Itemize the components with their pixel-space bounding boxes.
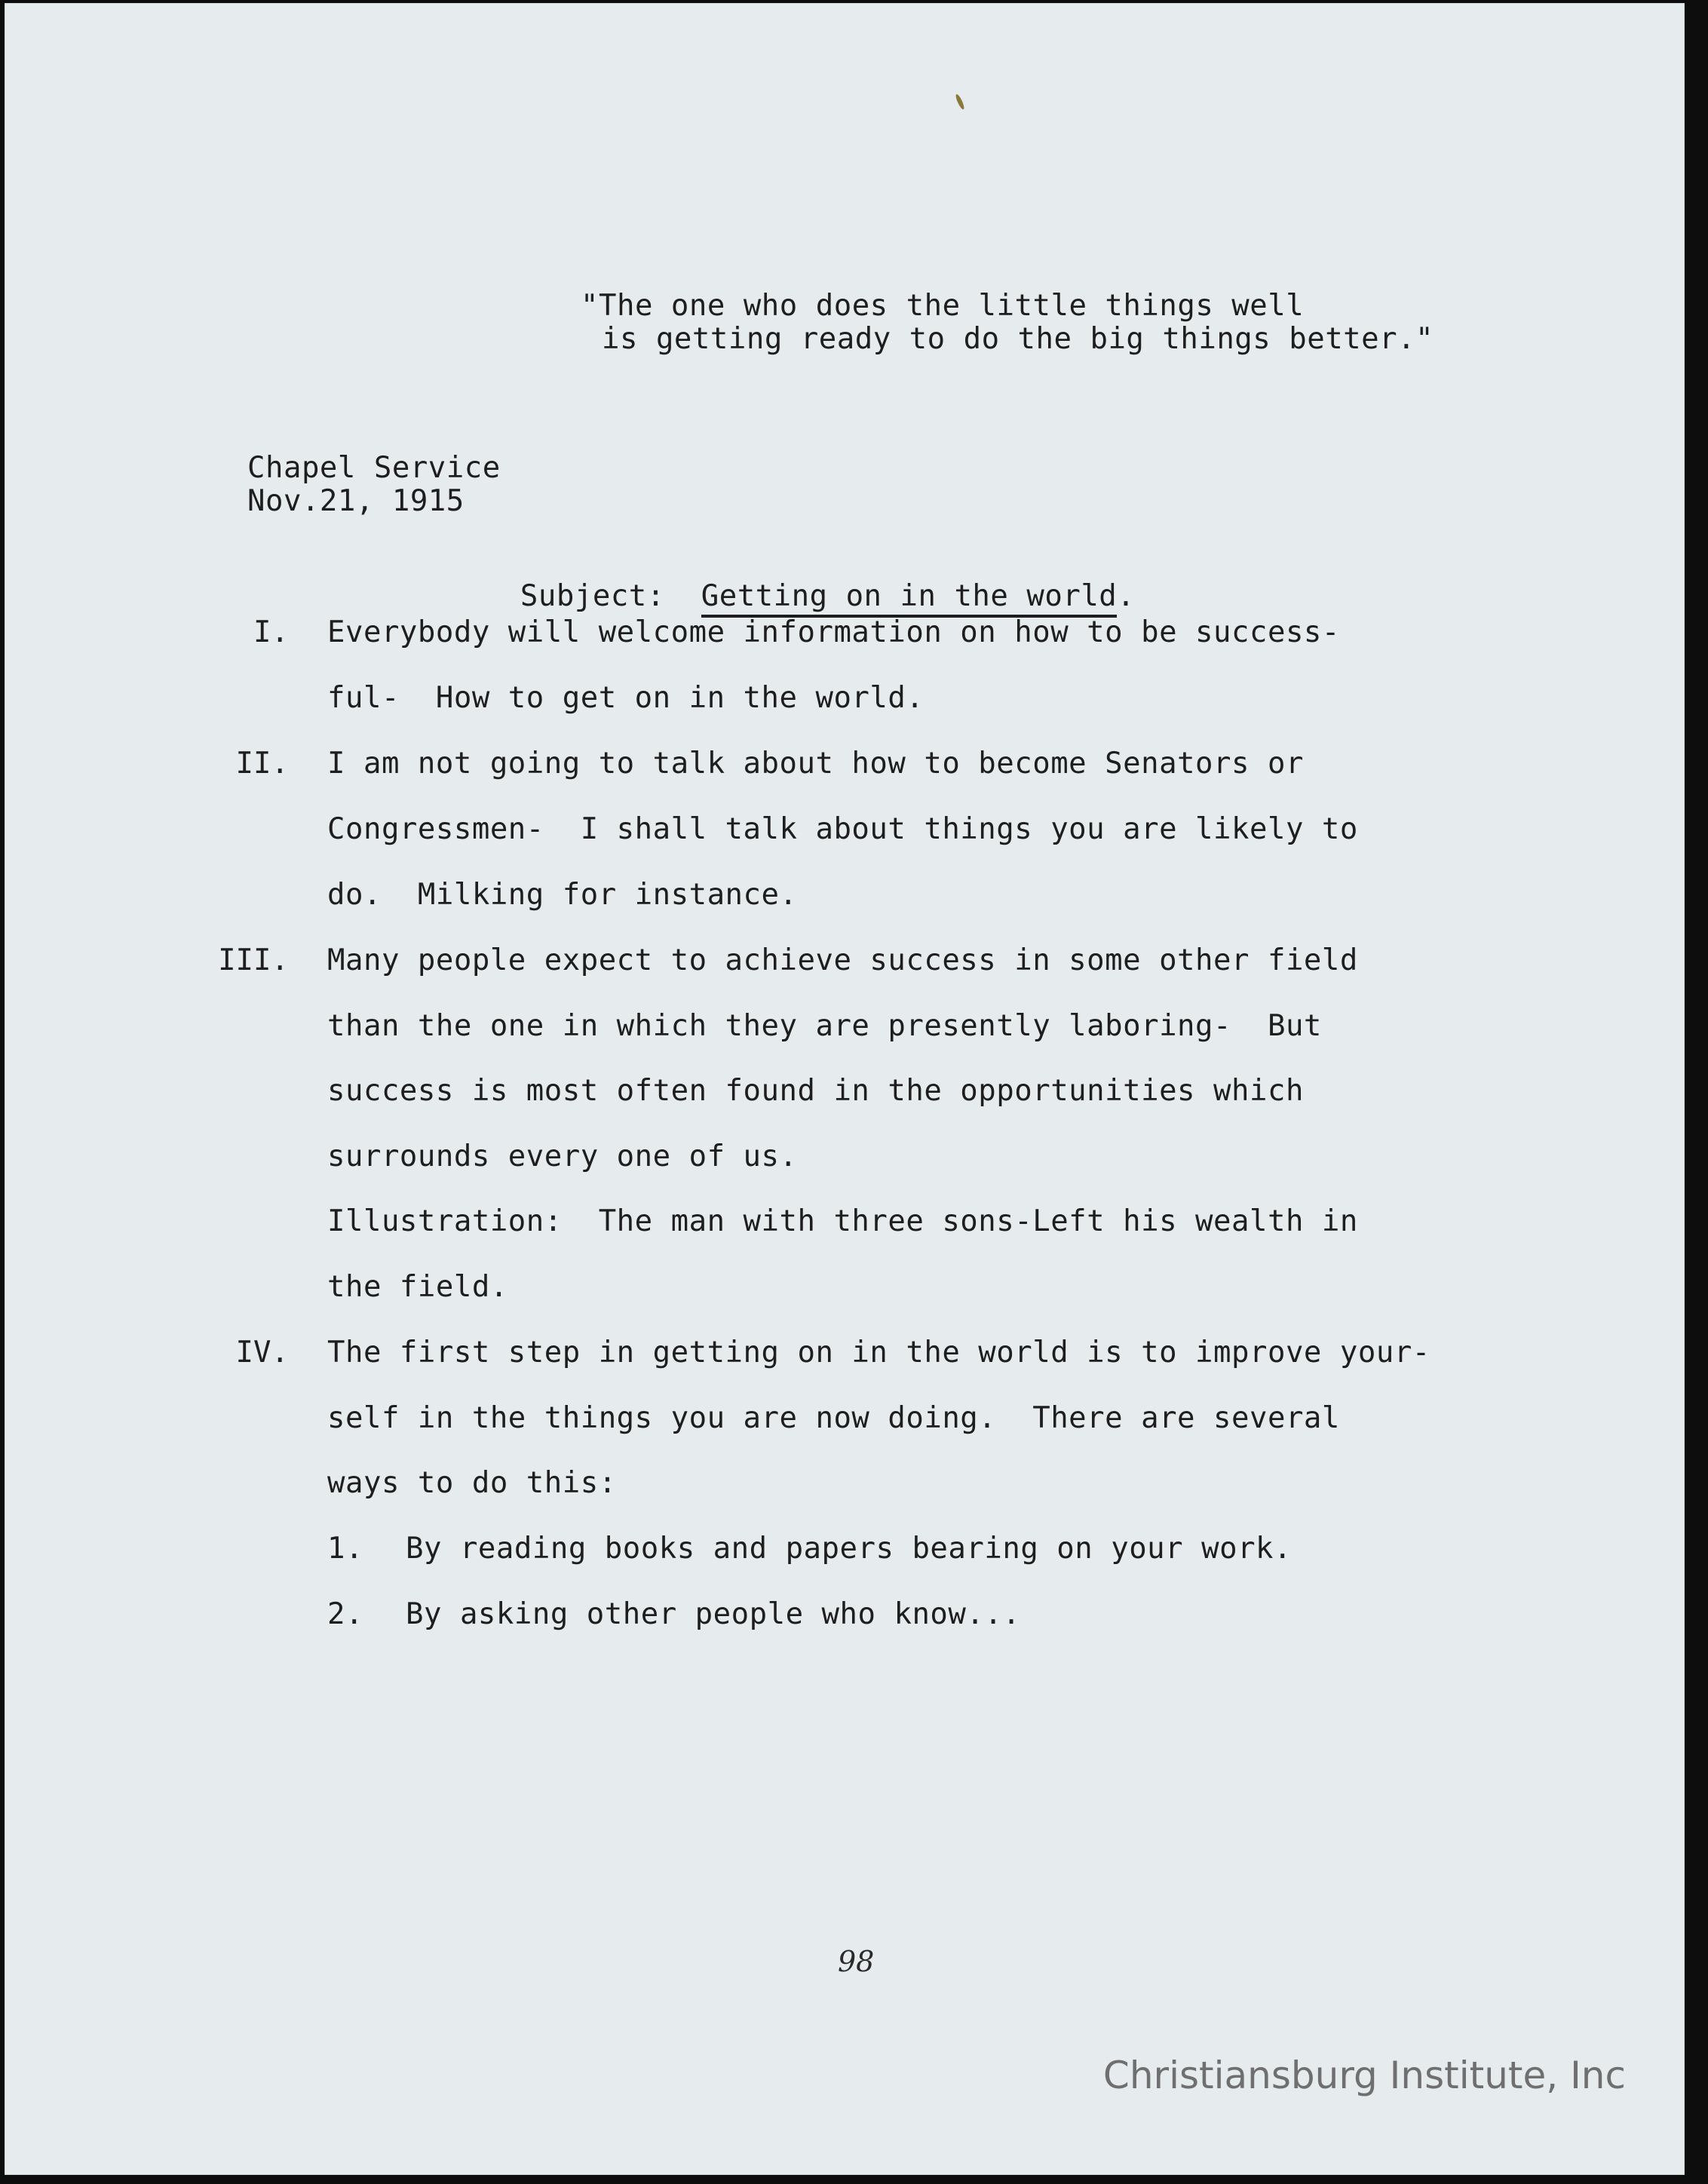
- point-line: Congressmen- I shall talk about things you are likely to: [327, 812, 1358, 846]
- point-line: do. Milking for instance.: [327, 878, 798, 912]
- archive-watermark: Christiansburg Institute, Inc: [1102, 2054, 1626, 2097]
- point-numeral: II.: [235, 747, 289, 781]
- point-numeral: III.: [218, 943, 289, 977]
- point-line: Everybody will welcome information on how to be success-: [327, 615, 1340, 649]
- subject-title: Getting on in the world: [701, 579, 1118, 618]
- epigraph-line-1: "The one who does the little things well: [581, 289, 1305, 323]
- document-page: [5, 3, 1685, 2175]
- epigraph-line-2: is getting ready to do the big things better.": [602, 322, 1434, 356]
- point-line: success is most often found in the opportunities which: [327, 1074, 1304, 1108]
- point-line: than the one in which they are presently laboring- But: [327, 1009, 1322, 1043]
- service-date: Nov.21, 1915: [247, 484, 465, 518]
- point-line: self in the things you are now doing. There are several: [327, 1401, 1340, 1435]
- point-line: the field.: [327, 1270, 508, 1304]
- point-line: Illustration: The man with three sons-Left his wealth in: [327, 1204, 1358, 1238]
- page-number: 98: [838, 1945, 875, 1978]
- service-title: Chapel Service: [247, 451, 501, 485]
- point-line: ways to do this:: [327, 1466, 617, 1500]
- point-line: surrounds every one of us.: [327, 1140, 798, 1173]
- point-line: Many people expect to achieve success in some other field: [327, 943, 1358, 977]
- subpoint-number: 2.: [327, 1597, 363, 1631]
- subpoint-text: By reading books and papers bearing on your work.: [406, 1532, 1292, 1566]
- subject-period: .: [1117, 579, 1136, 613]
- point-line: ful- How to get on in the world.: [327, 681, 925, 715]
- subject-label: Subject:: [520, 579, 665, 613]
- subpoint-text: By asking other people who know...: [406, 1597, 1021, 1631]
- point-line: I am not going to talk about how to become Senators or: [327, 747, 1304, 781]
- point-numeral: IV.: [235, 1336, 289, 1370]
- point-numeral: I.: [253, 615, 289, 649]
- paper-speck: [955, 94, 966, 110]
- point-line: The first step in getting on in the world is to improve your-: [327, 1336, 1430, 1370]
- subpoint-number: 1.: [327, 1532, 363, 1566]
